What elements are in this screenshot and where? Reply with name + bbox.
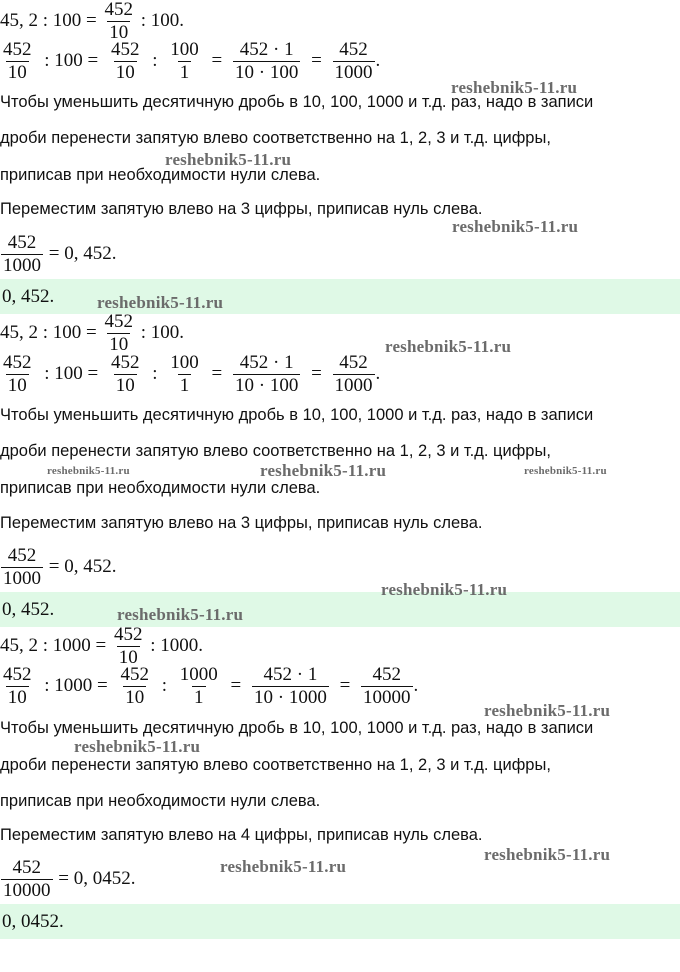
equation-lhs: 45, 2 : 1000 = <box>0 634 107 656</box>
equation-line-1 <box>0 0 184 43</box>
fraction <box>168 353 201 396</box>
watermark: reshebnik5-11.ru <box>524 465 607 477</box>
numerator: 452 <box>7 232 37 253</box>
denominator: 10 · 100 <box>235 61 299 83</box>
fraction <box>1 858 53 901</box>
operator: : <box>152 362 158 384</box>
result-equation <box>0 858 135 901</box>
numerator: 452 · 1 <box>263 664 318 685</box>
operator: : 100 = <box>44 362 99 384</box>
fraction <box>1 665 34 708</box>
move-comma-text: Переместим запятую влево на 4 цифры, приписав нуль слева. <box>0 826 483 844</box>
period: . <box>413 674 419 696</box>
answer-box <box>0 592 680 627</box>
numerator: 452 <box>104 0 133 20</box>
equation-line-1 <box>0 625 203 668</box>
fraction <box>1 546 43 589</box>
fraction <box>361 665 413 708</box>
rule-text-line-2: дроби перенести запятую влево соответственно на 1, 2, 3 и т.д. цифры, <box>0 442 551 460</box>
numerator: 452 · 1 <box>239 39 294 60</box>
operator: : <box>161 674 168 696</box>
watermark: reshebnik5-11.ru <box>385 337 512 356</box>
fraction <box>178 665 220 708</box>
denominator: 1000 <box>334 61 373 83</box>
watermark: reshebnik5-11.ru <box>220 857 347 876</box>
equation-lhs: 45, 2 : 100 = <box>0 9 97 31</box>
denominator: 1 <box>179 61 190 83</box>
fraction <box>109 353 142 396</box>
numerator: 452 <box>3 664 32 685</box>
denominator: 10 <box>115 61 135 83</box>
numerator: 452 <box>12 857 41 878</box>
answer-text: 0, 452. <box>2 286 55 307</box>
fraction <box>112 625 145 668</box>
rule-text-line-3: приписав при необходимости нули слева. <box>0 479 321 497</box>
numerator: 452 <box>104 311 133 332</box>
operator: = <box>339 674 351 696</box>
denominator: 10 <box>115 374 135 396</box>
numerator: 452 <box>339 39 368 60</box>
rule-text-line-1: Чтобы уменьшить десятичную дробь в 10, 100, 1000 и т.д. раз, надо в записи <box>0 93 594 111</box>
watermark: reshebnik5-11.ru <box>381 580 508 599</box>
denominator: 10 <box>109 333 129 355</box>
equation-rhs: : 100. <box>140 321 185 343</box>
watermark: reshebnik5-11.ru <box>47 465 130 477</box>
watermark: reshebnik5-11.ru <box>97 293 224 312</box>
watermark: reshebnik5-11.ru <box>484 845 611 864</box>
period: . <box>375 362 381 384</box>
fraction <box>233 353 300 396</box>
denominator: 10 <box>118 646 138 668</box>
fraction <box>1 353 34 396</box>
numerator: 452 <box>3 39 32 60</box>
fraction <box>103 0 136 43</box>
operator: : 100 = <box>44 49 99 71</box>
numerator: 452 <box>114 624 143 645</box>
rule-text-line-1: Чтобы уменьшить десятичную дробь в 10, 100, 1000 и т.д. раз, надо в записи <box>0 719 594 737</box>
period: . <box>375 49 381 71</box>
operator: : <box>152 49 158 71</box>
denominator: 10 <box>7 61 27 83</box>
denominator: 1 <box>179 374 190 396</box>
denominator: 10 · 100 <box>235 374 299 396</box>
denominator: 10 <box>109 21 129 43</box>
result-value: = 0, 452. <box>48 555 117 577</box>
fraction <box>252 665 329 708</box>
operator: = <box>211 362 223 384</box>
numerator: 452 <box>7 545 37 566</box>
denominator: 1 <box>194 686 204 708</box>
numerator: 452 <box>111 39 140 60</box>
rule-text-line-1: Чтобы уменьшить десятичную дробь в 10, 100, 1000 и т.д. раз, надо в записи <box>0 406 594 424</box>
watermark: reshebnik5-11.ru <box>260 461 387 480</box>
watermark: reshebnik5-11.ru <box>74 737 201 756</box>
watermark: reshebnik5-11.ru <box>117 605 244 624</box>
denominator: 10 <box>125 686 145 708</box>
result-value: = 0, 452. <box>48 242 117 264</box>
fraction <box>1 40 34 83</box>
numerator: 452 <box>3 352 32 373</box>
watermark: reshebnik5-11.ru <box>165 150 292 169</box>
fraction <box>1 233 43 276</box>
equation-rhs: : 100. <box>140 9 185 31</box>
watermark: reshebnik5-11.ru <box>452 217 579 236</box>
equation-line-2 <box>0 353 380 396</box>
watermark: reshebnik5-11.ru <box>451 78 578 97</box>
move-comma-text: Переместим запятую влево на 3 цифры, приписав нуль слева. <box>0 514 483 532</box>
fraction <box>333 40 375 83</box>
answer-text: 0, 0452. <box>2 911 64 932</box>
answer-text: 0, 452. <box>2 599 55 620</box>
result-value: = 0, 0452. <box>58 867 136 889</box>
rule-text-line-2: дроби перенести запятую влево соответственно на 1, 2, 3 и т.д. цифры, <box>0 756 551 774</box>
equation-lhs: 45, 2 : 100 = <box>0 321 97 343</box>
watermark: reshebnik5-11.ru <box>484 701 611 720</box>
result-equation <box>0 233 116 276</box>
rule-text-line-2: дроби перенести запятую влево соответственно на 1, 2, 3 и т.д. цифры, <box>0 129 551 147</box>
denominator: 1000 <box>3 254 41 276</box>
denominator: 1000 <box>3 567 41 589</box>
move-comma-text: Переместим запятую влево на 3 цифры, приписав нуль слева. <box>0 200 483 218</box>
fraction <box>119 665 152 708</box>
denominator: 1000 <box>334 374 373 396</box>
rule-text-line-3: приписав при необходимости нули слева. <box>0 792 321 810</box>
numerator: 452 <box>111 352 140 373</box>
answer-box <box>0 904 680 939</box>
numerator: 1000 <box>179 664 218 685</box>
operator: : 1000 = <box>44 674 108 696</box>
numerator: 100 <box>170 39 199 60</box>
denominator: 10000 <box>363 686 411 708</box>
fraction <box>333 353 375 396</box>
fraction <box>168 40 201 83</box>
denominator: 10 <box>7 374 27 396</box>
equation-line-2 <box>0 40 380 83</box>
fraction <box>233 40 300 83</box>
denominator: 10 · 1000 <box>254 686 327 708</box>
operator: = <box>311 362 322 384</box>
result-equation <box>0 546 116 589</box>
denominator: 10000 <box>3 879 51 901</box>
equation-line-2 <box>0 665 418 708</box>
fraction <box>103 312 136 355</box>
operator: = <box>230 674 242 696</box>
rule-text-line-3: приписав при необходимости нули слева. <box>0 166 321 184</box>
equation-rhs: : 1000. <box>150 634 204 656</box>
operator: = <box>211 49 223 71</box>
numerator: 452 <box>339 352 368 373</box>
numerator: 452 <box>372 664 402 685</box>
numerator: 452 · 1 <box>239 352 294 373</box>
denominator: 10 <box>7 686 27 708</box>
equation-line-1 <box>0 312 184 355</box>
operator: = <box>311 49 322 71</box>
numerator: 100 <box>170 352 199 373</box>
numerator: 452 <box>120 664 149 685</box>
fraction <box>109 40 142 83</box>
